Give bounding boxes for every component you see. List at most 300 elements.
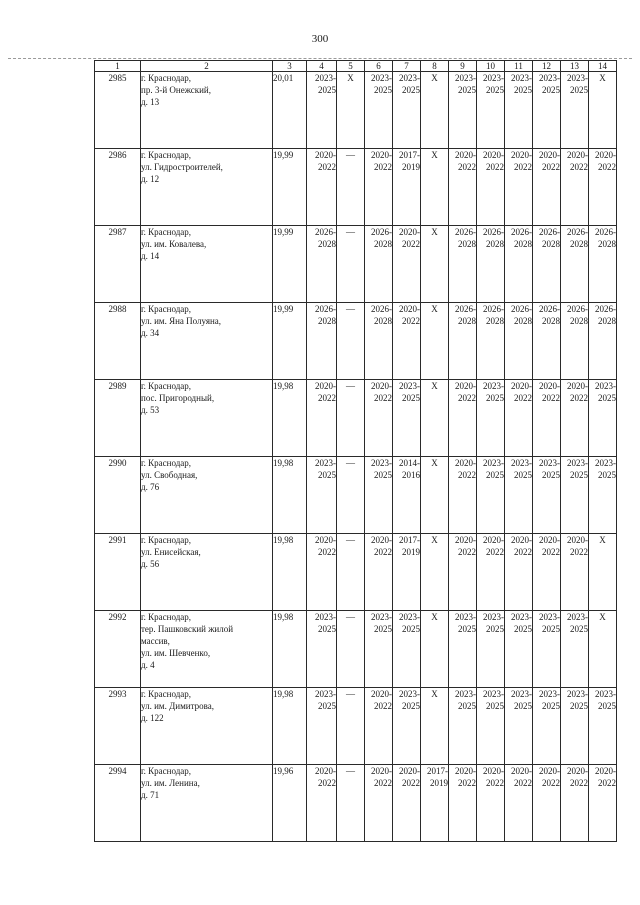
- period-cell: [449, 688, 477, 765]
- period-line: —: [346, 458, 355, 468]
- period-line: 2022: [570, 162, 588, 172]
- period-line: 2022: [402, 239, 420, 249]
- period-line: 2023-: [511, 73, 532, 83]
- period-line: 2022: [570, 393, 588, 403]
- address-cell: [141, 303, 273, 380]
- period-cell: [307, 149, 337, 226]
- period-line: 2023-: [595, 689, 616, 699]
- period-line: 2025: [514, 470, 532, 480]
- period-line: 2022: [374, 778, 392, 788]
- period-line: 2028: [458, 239, 476, 249]
- period-cell: [477, 380, 505, 457]
- address-cell: [141, 72, 273, 149]
- period-line: 2014-: [399, 458, 420, 468]
- period-cell: [477, 611, 505, 688]
- table-row: [95, 72, 617, 149]
- period-line: 2019: [402, 162, 420, 172]
- address-line: д. 76: [141, 482, 160, 492]
- period-line: 2025: [486, 624, 504, 634]
- address-cell: [141, 534, 273, 611]
- period-line: Х: [599, 73, 606, 83]
- period-cell: [561, 380, 589, 457]
- period-cell: [589, 72, 617, 149]
- period-line: 2023-: [567, 612, 588, 622]
- address-line: ул. Свободная,: [141, 470, 198, 480]
- period-line: 2020-: [539, 766, 560, 776]
- period-line: 2016: [402, 470, 420, 480]
- address-line: ул. им. Димитрова,: [141, 701, 214, 711]
- period-cell: [533, 303, 561, 380]
- period-cell: [421, 380, 449, 457]
- period-cell: [589, 765, 617, 842]
- period-line: 2025: [458, 85, 476, 95]
- period-cell: [561, 149, 589, 226]
- period-line: 2025: [598, 393, 616, 403]
- period-line: 2022: [318, 547, 336, 557]
- period-cell: [449, 457, 477, 534]
- period-line: 2022: [374, 701, 392, 711]
- period-line: 2020-: [511, 150, 532, 160]
- period-line: —: [346, 535, 355, 545]
- period-cell: [307, 380, 337, 457]
- period-line: 2022: [458, 393, 476, 403]
- period-line: 2022: [318, 393, 336, 403]
- address-line: д. 71: [141, 790, 160, 800]
- period-line: —: [346, 381, 355, 391]
- area-cell: 19,98: [273, 534, 307, 611]
- period-cell: [393, 72, 421, 149]
- period-line: 2028: [542, 239, 560, 249]
- area-cell: 19,98: [273, 380, 307, 457]
- period-cell: [449, 765, 477, 842]
- period-cell: [589, 303, 617, 380]
- period-line: 2023-: [567, 73, 588, 83]
- period-line: 2025: [374, 470, 392, 480]
- period-line: 2022: [486, 547, 504, 557]
- period-line: 2020-: [371, 766, 392, 776]
- period-line: 2020-: [371, 689, 392, 699]
- period-cell: [337, 534, 365, 611]
- col-header: 2: [141, 61, 273, 72]
- period-line: 2017-: [399, 150, 420, 160]
- period-line: Х: [431, 689, 438, 699]
- period-cell: [449, 149, 477, 226]
- period-line: 2025: [542, 701, 560, 711]
- period-line: 2025: [542, 85, 560, 95]
- period-cell: [449, 303, 477, 380]
- period-line: 2022: [458, 470, 476, 480]
- period-line: 2020-: [371, 381, 392, 391]
- address-line: массив,: [141, 636, 170, 646]
- period-line: 2025: [514, 85, 532, 95]
- period-line: 2022: [542, 778, 560, 788]
- period-cell: [477, 688, 505, 765]
- period-line: 2022: [486, 778, 504, 788]
- period-cell: [421, 688, 449, 765]
- col-header: 4: [307, 61, 337, 72]
- period-cell: [393, 534, 421, 611]
- period-line: 2025: [486, 393, 504, 403]
- period-cell: [421, 457, 449, 534]
- period-line: Х: [431, 73, 438, 83]
- period-cell: [533, 226, 561, 303]
- period-cell: [307, 226, 337, 303]
- period-cell: [449, 611, 477, 688]
- period-line: 2025: [514, 701, 532, 711]
- col-header: 7: [393, 61, 421, 72]
- period-line: 2023-: [483, 458, 504, 468]
- period-line: 2020-: [455, 535, 476, 545]
- col-header: 5: [337, 61, 365, 72]
- period-line: Х: [431, 612, 438, 622]
- period-line: 2022: [318, 162, 336, 172]
- period-line: 2022: [598, 162, 616, 172]
- period-cell: [477, 149, 505, 226]
- address-line: г. Краснодар,: [141, 766, 192, 776]
- period-line: Х: [347, 73, 354, 83]
- period-line: 2028: [458, 316, 476, 326]
- period-line: 2025: [542, 624, 560, 634]
- row-number: 2992: [95, 611, 141, 688]
- address-line: г. Краснодар,: [141, 458, 192, 468]
- period-line: 2023-: [371, 73, 392, 83]
- period-line: 2023-: [455, 73, 476, 83]
- period-cell: [421, 303, 449, 380]
- period-line: 2026-: [539, 304, 560, 314]
- address-line: д. 122: [141, 713, 164, 723]
- address-line: г. Краснодар,: [141, 150, 192, 160]
- period-cell: [561, 611, 589, 688]
- period-cell: [505, 688, 533, 765]
- period-cell: [307, 457, 337, 534]
- period-line: 2025: [570, 85, 588, 95]
- period-line: 2023-: [595, 458, 616, 468]
- address-line: д. 14: [141, 251, 160, 261]
- period-cell: [533, 534, 561, 611]
- col-header: 12: [533, 61, 561, 72]
- period-line: 2020-: [315, 381, 336, 391]
- address-cell: [141, 149, 273, 226]
- period-cell: [505, 765, 533, 842]
- period-line: 2026-: [371, 227, 392, 237]
- period-cell: [533, 688, 561, 765]
- period-line: 2026-: [315, 227, 336, 237]
- period-line: 2026-: [315, 304, 336, 314]
- area-cell: 19,99: [273, 149, 307, 226]
- address-line: ул. Енисейская,: [141, 547, 201, 557]
- period-line: 2023-: [399, 73, 420, 83]
- period-line: 2022: [458, 162, 476, 172]
- area-cell: 19,98: [273, 457, 307, 534]
- period-line: 2023-: [315, 612, 336, 622]
- period-cell: [533, 611, 561, 688]
- period-line: 2023-: [539, 612, 560, 622]
- period-line: 2025: [374, 85, 392, 95]
- col-header: 6: [365, 61, 393, 72]
- period-cell: [589, 380, 617, 457]
- address-cell: [141, 457, 273, 534]
- col-header: 11: [505, 61, 533, 72]
- period-line: 2022: [458, 547, 476, 557]
- period-line: 2028: [486, 316, 504, 326]
- address-line: г. Краснодар,: [141, 381, 192, 391]
- period-cell: [505, 380, 533, 457]
- table-row: [95, 303, 617, 380]
- period-cell: [505, 303, 533, 380]
- period-cell: [505, 72, 533, 149]
- period-line: 2022: [374, 547, 392, 557]
- period-line: 2025: [402, 393, 420, 403]
- period-line: 2025: [598, 470, 616, 480]
- address-cell: [141, 688, 273, 765]
- period-cell: [561, 303, 589, 380]
- table-row: [95, 534, 617, 611]
- period-line: Х: [599, 612, 606, 622]
- period-line: 2025: [570, 470, 588, 480]
- table-row: [95, 457, 617, 534]
- period-line: 2023-: [315, 73, 336, 83]
- period-cell: [477, 226, 505, 303]
- period-line: 2023-: [539, 458, 560, 468]
- period-line: 2019: [430, 778, 448, 788]
- period-cell: [505, 226, 533, 303]
- address-line: ул. им. Шевченко,: [141, 648, 211, 658]
- period-cell: [505, 611, 533, 688]
- period-cell: [561, 72, 589, 149]
- period-cell: [337, 765, 365, 842]
- period-cell: [421, 534, 449, 611]
- col-header: 10: [477, 61, 505, 72]
- period-line: 2025: [402, 624, 420, 634]
- period-cell: [449, 226, 477, 303]
- period-line: —: [346, 766, 355, 776]
- row-number: 2986: [95, 149, 141, 226]
- period-cell: [421, 226, 449, 303]
- period-cell: [365, 765, 393, 842]
- period-cell: [365, 688, 393, 765]
- address-line: д. 12: [141, 174, 160, 184]
- period-line: 2028: [318, 316, 336, 326]
- period-line: —: [346, 150, 355, 160]
- period-line: 2028: [486, 239, 504, 249]
- period-line: 2023-: [483, 689, 504, 699]
- period-line: 2020-: [399, 304, 420, 314]
- period-line: 2022: [514, 778, 532, 788]
- address-line: г. Краснодар,: [141, 227, 192, 237]
- period-line: 2020-: [539, 381, 560, 391]
- period-line: 2023-: [371, 458, 392, 468]
- period-line: 2022: [402, 316, 420, 326]
- table-row: [95, 765, 617, 842]
- period-line: 2026-: [567, 304, 588, 314]
- period-line: 2023-: [399, 381, 420, 391]
- period-line: 2025: [486, 85, 504, 95]
- period-line: 2023-: [483, 73, 504, 83]
- period-cell: [533, 72, 561, 149]
- period-line: 2022: [514, 162, 532, 172]
- period-line: 2026-: [455, 304, 476, 314]
- period-line: 2022: [514, 393, 532, 403]
- address-cell: [141, 611, 273, 688]
- address-line: пр. 3-й Онежский,: [141, 85, 211, 95]
- period-line: 2026-: [511, 304, 532, 314]
- period-cell: [365, 534, 393, 611]
- period-cell: [365, 380, 393, 457]
- period-line: 2020-: [399, 766, 420, 776]
- period-line: 2023-: [567, 458, 588, 468]
- period-line: 2025: [486, 470, 504, 480]
- address-line: д. 13: [141, 97, 160, 107]
- period-line: 2025: [318, 624, 336, 634]
- area-cell: 19,96: [273, 765, 307, 842]
- period-line: 2020-: [315, 150, 336, 160]
- period-cell: [393, 611, 421, 688]
- period-line: 2022: [542, 547, 560, 557]
- period-cell: [505, 149, 533, 226]
- period-cell: [533, 149, 561, 226]
- period-line: 2023-: [315, 458, 336, 468]
- period-cell: [477, 72, 505, 149]
- period-line: 2022: [374, 393, 392, 403]
- register-table: [94, 60, 617, 842]
- address-line: г. Краснодар,: [141, 689, 192, 699]
- period-line: 2026-: [371, 304, 392, 314]
- period-line: 2025: [458, 624, 476, 634]
- period-line: 2025: [486, 701, 504, 711]
- period-cell: [365, 226, 393, 303]
- period-line: 2025: [598, 701, 616, 711]
- table-body: [95, 72, 617, 842]
- row-number: 2990: [95, 457, 141, 534]
- period-line: 2017-: [427, 766, 448, 776]
- period-cell: [449, 380, 477, 457]
- period-line: 2023-: [371, 612, 392, 622]
- period-cell: [561, 688, 589, 765]
- period-cell: [365, 303, 393, 380]
- period-line: 2023-: [539, 689, 560, 699]
- table-row: [95, 226, 617, 303]
- period-cell: [561, 457, 589, 534]
- period-line: 2025: [402, 701, 420, 711]
- period-line: 2020-: [511, 381, 532, 391]
- period-line: 2022: [458, 778, 476, 788]
- address-line: ул. им. Ленина,: [141, 778, 200, 788]
- period-line: 2028: [570, 316, 588, 326]
- period-cell: [393, 226, 421, 303]
- period-cell: [421, 72, 449, 149]
- row-number: 2989: [95, 380, 141, 457]
- period-cell: [589, 611, 617, 688]
- address-line: г. Краснодар,: [141, 304, 192, 314]
- period-line: 2020-: [455, 766, 476, 776]
- period-line: 2020-: [539, 150, 560, 160]
- period-line: 2022: [318, 778, 336, 788]
- period-line: 2026-: [483, 304, 504, 314]
- col-header: 13: [561, 61, 589, 72]
- period-line: 2028: [514, 316, 532, 326]
- period-line: 2028: [514, 239, 532, 249]
- period-line: 2020-: [567, 381, 588, 391]
- period-line: 2026-: [539, 227, 560, 237]
- period-line: 2026-: [567, 227, 588, 237]
- period-line: 2025: [542, 470, 560, 480]
- period-line: 2020-: [371, 535, 392, 545]
- period-line: 2023-: [511, 458, 532, 468]
- col-header: 14: [589, 61, 617, 72]
- period-cell: [589, 226, 617, 303]
- period-line: 2028: [598, 239, 616, 249]
- period-cell: [589, 457, 617, 534]
- row-number: 2985: [95, 72, 141, 149]
- period-cell: [533, 380, 561, 457]
- period-line: —: [346, 689, 355, 699]
- period-line: 2023-: [315, 689, 336, 699]
- period-cell: [393, 765, 421, 842]
- period-line: 2022: [570, 547, 588, 557]
- period-cell: [337, 380, 365, 457]
- period-cell: [337, 457, 365, 534]
- area-cell: 20,01: [273, 72, 307, 149]
- table-row: [95, 688, 617, 765]
- period-line: 2023-: [567, 689, 588, 699]
- area-cell: 19,99: [273, 226, 307, 303]
- period-line: 2025: [374, 624, 392, 634]
- period-cell: [449, 534, 477, 611]
- period-line: 2020-: [595, 766, 616, 776]
- period-line: —: [346, 612, 355, 622]
- col-header: 3: [273, 61, 307, 72]
- address-line: пос. Пригородный,: [141, 393, 215, 403]
- period-line: 2025: [318, 85, 336, 95]
- period-cell: [421, 149, 449, 226]
- period-cell: [365, 457, 393, 534]
- address-cell: [141, 226, 273, 303]
- period-line: Х: [431, 458, 438, 468]
- period-line: 2023-: [511, 612, 532, 622]
- period-line: 2022: [598, 778, 616, 788]
- period-line: 2020-: [455, 150, 476, 160]
- address-cell: [141, 765, 273, 842]
- period-line: 2019: [402, 547, 420, 557]
- period-line: 2020-: [455, 381, 476, 391]
- period-cell: [393, 303, 421, 380]
- period-cell: [337, 611, 365, 688]
- period-line: 2022: [542, 393, 560, 403]
- period-line: —: [346, 304, 355, 314]
- period-cell: [393, 380, 421, 457]
- period-line: 2023-: [399, 612, 420, 622]
- period-cell: [421, 611, 449, 688]
- period-line: 2025: [458, 701, 476, 711]
- address-line: д. 4: [141, 660, 155, 670]
- period-cell: [477, 457, 505, 534]
- period-line: 2020-: [455, 458, 476, 468]
- period-cell: [307, 765, 337, 842]
- period-cell: [307, 534, 337, 611]
- period-cell: [561, 534, 589, 611]
- period-line: 2022: [402, 778, 420, 788]
- col-header: 1: [95, 61, 141, 72]
- period-cell: [307, 611, 337, 688]
- period-cell: [307, 72, 337, 149]
- period-line: 2022: [514, 547, 532, 557]
- period-cell: [449, 72, 477, 149]
- period-cell: [477, 765, 505, 842]
- row-number: 2991: [95, 534, 141, 611]
- row-number: 2988: [95, 303, 141, 380]
- period-line: 2020-: [567, 766, 588, 776]
- period-line: Х: [431, 304, 438, 314]
